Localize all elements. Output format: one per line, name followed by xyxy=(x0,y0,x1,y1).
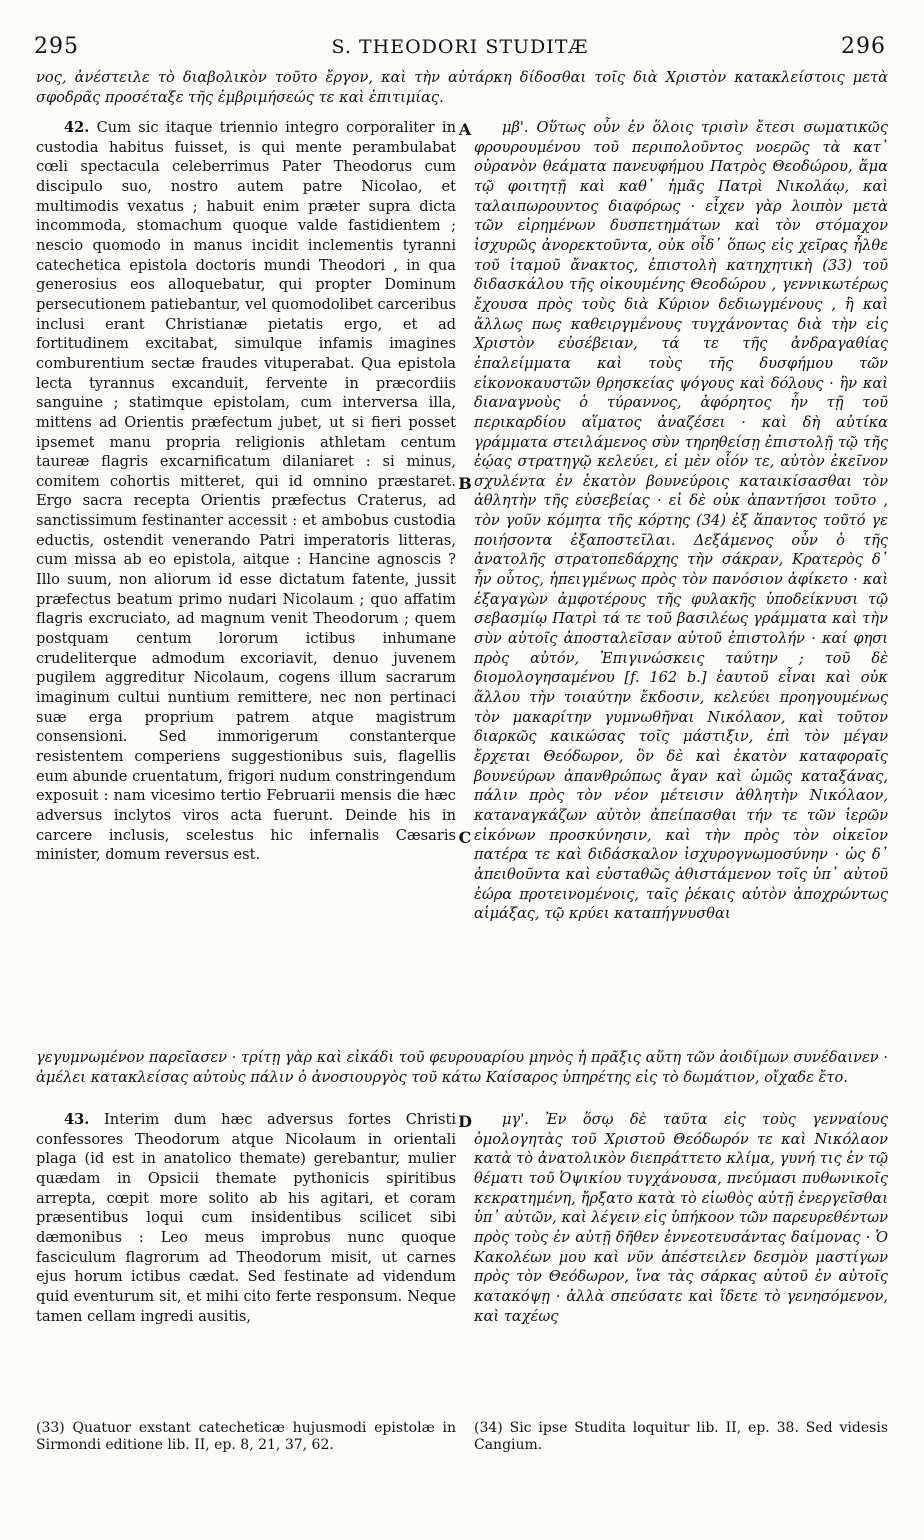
greek-section-number-42: μβ'. xyxy=(502,119,529,136)
latin-section-number-43: 43. xyxy=(64,1111,90,1128)
footnote-33: (33) Quatuor exstant catecheticæ hujusmodi epistolæ in Sirmondi editione lib. II, ep. 8, 21, 37, 62. xyxy=(36,1420,456,1453)
latin-text-42: Cum sic itaque triennio integro corporaliter in custodia habitus fuisset, is qui mente perambulabat cœli spectacula celeberrimus Pater Theodorus cum discipulo suo, nostro autem patre Nicolao, et multimodis vexatus ; habuit enim præter supra dicta incommoda, stomachum quoque valde fastidientem ; nescio quomodo in manus incidit inclementis tyranni catechetica epistola doctoris mundi Theodori , in qua generosius eos alloquebatur, qui propter Dominum persecutionem patiebantur, vel quomodolibet carceribus inclusi erant Christianæ pietatis ergo, et ad fortitudinem excitabat, simulque infamis imagines comburentium sectæ fraudes vituperabat. Qua epistola lecta tyrannus excanduit, fervente in præcordiis sanguine ; statimque epistolam, cum interversa illa, mittens ad Orientis præfectum jubet, ut si fieri posset ipsemet manu propria religionis athletam centum taureæ flagris excarnificatum dilaniaret : si minus, comitem cohortis mitteret, qui id omnino præstaret. Ergo sacra recepta Orientis præfectus Craterus, ad sanctissimum festinanter accessit : et ambobus custodia eductis, ostendit venerando Patri imperatoris litteras, cum missa ab eo epistola, aitque : Hancine agnoscis ? Illo suum, non aliorum id esse dictatum fatente, jussit præfectus beatum primo nudari Nicolaum ; quo affatim flagris excruciato, ad magnum venit Theodorum ; quem postquam centum lororum ictibus inhumane crudeliterque admodum excoriavit, denuo juvenem pugilem aggreditur Nicolaum, cogens illum sacrarum imaginum cultui nuntium remittere, nec non pertinaci suæ erga proprium patrem atque magistrum consensioni. Sed immorigerum constanterque resistentem comperiens suggestionibus suis, flagellis eum abunde cruentatum, frigori nudum constringendum exposuit : nam vicesimo tertio Februarii mensis die hæc adversus inclytos viros acta fuerunt. Deinde his in carcere inclusis, scelestus hic infernalis Cæsaris minister, domum reversus est. xyxy=(36,119,456,864)
latin-column-43 xyxy=(36,1110,456,1326)
footnote-34: (34) Sic ipse Studita loquitur lib. II, ep. 38. Sed videsis Cangium. xyxy=(474,1420,888,1453)
mid-greek-paragraph: γεγυμνωμένον παρεῖασεν · τρίτῃ γὰρ καὶ εἰκάδι τοῦ φευρουαρίου μηνὸς ἡ πρᾶξις αὕτη τῶν ἀοιδίμων συνέδαινεν · ἀμέλει κατακλείσας αὐτοὺς πάλιν ὁ ἀνοσιουργὸς τοῦ κάτω Καίσαρος ὑπηρέτης εἰς τὸ δωμάτιον, οἴχαδε ἔτο. xyxy=(36,1049,888,1086)
section-43 xyxy=(36,1110,888,1410)
top-greek-continuation: νος, ἀνέστειλε τὸ διαβολικὸν τοῦτο ἔργον, καὶ τὴν αὐτάρκη δίδοσθαι τοῖς διὰ Χριστὸν κατακλείστοις μετὰ σφοδρᾶς προσέταξε τῆς ἐμβριμήσεώς τε καὶ ἐπιτιμίας. xyxy=(36,69,888,106)
right-page-number: 296 xyxy=(841,34,886,59)
page-header xyxy=(34,34,886,68)
latin-text-43: Interim dum hæc adversus fortes Christi confessores Theodorum atque Nicolaum in orientali plaga (id est in anatolico themate) gerebantur, mulier quædam in Opsicii themate pythonicis spiritibus arrepta, cœpit more solito ab his agitari, et coram præsentibus loqui cum insidentibus scilicet sibi dæmonibus : Leo meus improbus nunc quoque fasciculum flagrorum ad Theodorum misit, ut carnes ejus horum ictibus cædat. Sed festinate ad videndum quid eventurum sit, et mihi cito ferte responsum. Neque tamen cellam ingredi ausitis, xyxy=(36,1111,456,1325)
margin-marker-c: C xyxy=(458,828,472,847)
margin-marker-a: A xyxy=(458,120,472,139)
greek-column-43 xyxy=(474,1110,888,1326)
greek-text-42: Οὕτως οὖν ἐν ὅλοις τρισὶν ἔτεσι σωματικῶς φρουρουμένου τοῦ περιπολοῦντος νοερῶς τὰ κατ᾽ οὐρανὸν θεάματα πανευφήμου Πατρὸς Θεοδώρου, ἅμα τῷ φοιτητῇ καὶ καθ᾽ ἡμᾶς Πατρὶ Νικολάῳ, καὶ ταλαιπωρουντος διαφόρως · εἶχεν γὰρ λοιπὸν μετὰ τῶν εἰρημένων δυσπετημάτων καὶ τὸν στόμαχον ἰσχυρῶς ἀνορεκτοῦντα, οὐκ οἶδ᾽ ὅπως εἰς χεῖρας ἦλθε τοῦ ἰταμοῦ ἄνακτος, ἐπιστολὴ κατηχητικὴ (33) τοῦ διδασκάλου τῆς οἰκουμένης Θεοδώρου , γεννικωτέρως ἔχουσα πρὸς τοὺς διὰ Κύριον δεδιωγμένους , ἢ καὶ ἄλλως πως καθειργμένους τυγχάνοντας διὰ τὴν εἰς Χριστὸν εὐσέβειαν, τά τε τῆς ἀνδραγαθίας ἐπαλείμματα καὶ τοὺς τῆς δυσφήμου τῶν εἰκονοκαυστῶν θρησκείας ψόγους καὶ δόλους · ἣν καὶ διαναγνοὺς ὁ τύραννος, ἀφόρητος ἦν τῇ τοῦ περικαρδίου αἵματος ἀναζέσει · καὶ δὴ αὐτίκα γράμματα στειλάμενος σὺν τηρηθείσῃ ἐπιστολῇ τῷ τῆς ἑῴας στρατηγῷ κελεύει, εἰ μὲν οἷόν τε, αὐτὸν ἐκεῖνον σχυλέντα ἐν ἑκατὸν βουνεύροις καταικίσασθαι τὸν ἀθλητὴν τῆς εὐσεβείας · εἰ δὲ οὐκ ἀπαντήσοι τοῦτο , τὸν γοῦν κόμητα τῆς κόρτης (34) ἐξ ἅπαντος τοῦτό γε ποιήσοντα ἐξαποστεῖλαι. Δεξάμενος οὖν ὁ τῆς ἀνατολῆς στρατοπεδάρχης τὴν σάκραν, Κρατερὸς δ᾽ ἦν οὗτος, ἠπειγμένως πρὸς τὸν πανόσιον ἀφίκετο · καὶ ἐξαγαγὼν ἀμφοτέρους τῆς φυλακῆς ὑποδείκνυσι τῷ σεβασμίῳ Πατρὶ τά τε τοῦ βασιλέως γράμματα καὶ τὴν σὺν αὐτοῖς ἀποσταλεῖσαν αὐτοῦ ἐπιστολήν · καί φησι πρὸς αὐτόν, Ἐπιγινώσκεις ταύτην ; τοῦ δὲ διομολογησαμένου [f. 162 b.] ἑαυτοῦ εἶναι καὶ οὐκ ἄλλου τὴν τοιαύτην ἔκδοσιν, κελεύει προηγουμένως τὸν μακαρίτην γυμνωθῆναι Νικόλαον, καὶ τοῦτον διαρκῶς καικώσας τοῖς μάστιξιν, ἐπὶ τὸν μέγαν ἔρχεται Θεόδωρον, ὃν δὲ καὶ ἑκατὸν καταφοραῖς βουνεύρων ἀπανθρώπως ἄγαν καὶ ὠμῶς καταξάνας, πάλιν πρὸς τὸν νέον μέτεισιν ἀθλητὴν Νικόλαον, καταναγκάζων αὐτὸν ἀπείπασθαι τήν τε τῶν ἱερῶν εἰκόνων προσκύνησιν, καὶ τὴν πρὸς τὸν οἰκεῖον πατέρα τε καὶ διδάσκαλον ἰσχυρογνωμοσύνην · ὡς δ᾽ ἀπειθοῦντα καὶ εὐσταθῶς ἀθιστάμενον τοῖς ὑπ᾽ αὐτοῦ ἑώρα προτεινομένοις, ταῖς ῥέκαις αὐτὸν ἀποχρώντως αἱμάξας, τῷ κρύει καταπήγνυσθαι xyxy=(474,119,889,923)
running-title: S. THEODORI STUDITÆ xyxy=(331,36,589,58)
margin-marker-d: D xyxy=(458,1112,472,1131)
section-42 xyxy=(36,118,888,1038)
latin-column-42 xyxy=(36,118,456,865)
greek-section-number-43: μγ'. xyxy=(502,1111,529,1128)
latin-section-number-42: 42. xyxy=(64,119,90,136)
margin-marker-b: B xyxy=(458,474,472,493)
left-page-number: 295 xyxy=(34,34,79,59)
greek-column-42 xyxy=(474,118,888,924)
greek-text-43: Ἐν ὅσῳ δὲ ταῦτα εἰς τοὺς γενναίους ὁμολογητὰς τοῦ Χριστοῦ Θεόδωρόν τε καὶ Νικόλαον κατὰ τὸ ἀνατολικὸν διεπράττετο κλίμα, γυνή τις ἐν τῷ θέματι τοῦ Ὀψικίου τυγχάνουσα, πνεύμασι πυθωνικοῖς κεκρατημένη, ἤρξατο κατὰ τὸ εἰωθὸς αὐτῇ ἐνεργεῖσθαι ὑπ᾽ αὐτῶν, καὶ λέγειν εἰς ὑπήκοον τῶν παρευρεθέντων πρὸς τοὺς ἐν αὐτῇ δῆθεν ἐννεοτευσάντας δαίμονας · Ὁ Κακολέων μου καὶ νῦν ἀπέστειλεν δεσμὸν μαστίγων πρὸς τὸν Θεόδωρον, ἵνα τὰς σάρκας αὐτοῦ ἐν αὐτοῖς κατακόψῃ · ἀλλὰ σπεύσατε καὶ ἴδετε τὸ γενησόμενον, καὶ ταχέως xyxy=(474,1111,888,1325)
